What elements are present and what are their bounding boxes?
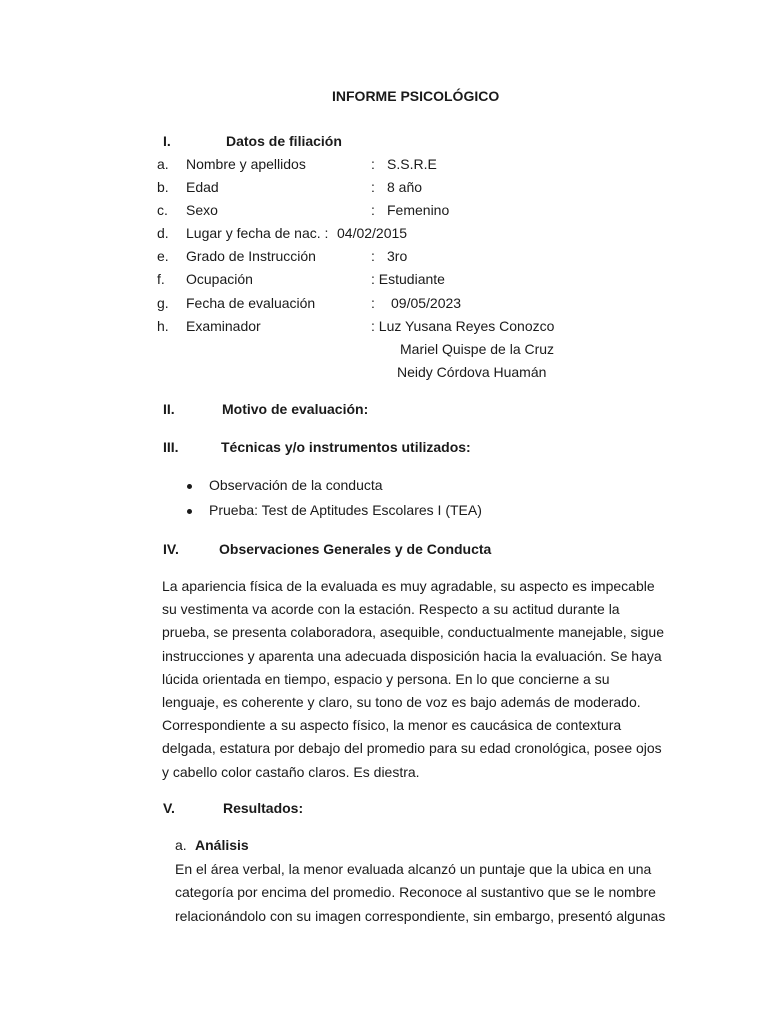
paragraph-line: relacionándolo con su imagen correspondiente, sin embargo, presentó algunas xyxy=(175,907,666,924)
section-3-number: III. xyxy=(163,439,179,455)
paragraph-line: La apariencia física de la evaluada es muy agradable, su aspecto es impecable xyxy=(162,578,655,594)
row-letter: g. xyxy=(157,295,169,311)
paragraph-line: instrucciones y aparenta una adecuada disposición hacia la evaluación. Se haya xyxy=(162,647,662,664)
row-colon: : xyxy=(371,295,375,311)
paragraph-line: categoría por encima del promedio. Reconoce al sustantivo que se le nombre xyxy=(175,884,656,901)
examinador-3: Neidy Córdova Huamán xyxy=(397,364,547,380)
row-letter: c. xyxy=(157,202,168,218)
subsection-letter: a. xyxy=(175,837,187,853)
bullet-icon xyxy=(187,484,192,489)
section-1-number: I. xyxy=(163,133,171,149)
paragraph-line: prueba, se presenta colaboradora, asequible, conductualmente manejable, sigue xyxy=(162,624,665,641)
row-label: Fecha de evaluación xyxy=(186,295,316,311)
section-2-number: II. xyxy=(163,401,175,417)
examinador-2: Mariel Quispe de la Cruz xyxy=(400,341,555,357)
row-label: Grado de Instrucción xyxy=(186,248,316,264)
row-letter: e. xyxy=(157,248,169,264)
paragraph-line: su vestimenta va acorde con la estación. Respecto a su actitud durante la xyxy=(162,601,620,618)
row-label: Examinador xyxy=(186,318,261,334)
section-2-title: Motivo de evaluación: xyxy=(222,401,369,417)
row-value: : Luz Yusana Reyes Conozco xyxy=(371,318,555,334)
paragraph-line: Correspondiente a su aspecto físico, la menor es caucásica de contextura xyxy=(162,717,622,734)
document-title: INFORME PSICOLÓGICO xyxy=(332,88,500,104)
row-value: S.S.R.E xyxy=(387,156,437,172)
list-item-text: Prueba: Test de Aptitudes Escolares I (TEA) xyxy=(209,502,482,518)
row-value: 04/02/2015 xyxy=(337,225,408,241)
row-value: : Estudiante xyxy=(371,271,445,287)
row-label: Nombre y apellidos xyxy=(186,156,306,172)
paragraph-line: lenguaje, es coherente y claro, su tono de voz es bajo además de moderado. xyxy=(162,694,641,711)
section-3-title: Técnicas y/o instrumentos utilizados: xyxy=(221,439,471,455)
row-value: Femenino xyxy=(387,202,450,218)
list-item-text: Observación de la conducta xyxy=(209,477,383,493)
observaciones-paragraph xyxy=(162,575,682,784)
section-1-title: Datos de filiación xyxy=(226,133,342,149)
row-label: Sexo xyxy=(186,202,218,218)
row-letter: f. xyxy=(157,271,165,287)
subsection-title: Análisis xyxy=(195,837,249,853)
section-5-number: V. xyxy=(163,800,175,816)
section-5-title: Resultados: xyxy=(223,800,304,816)
paragraph-line: En el área verbal, la menor evaluada alcanzó un puntaje que la ubica en una xyxy=(175,861,652,877)
row-value: 09/05/2023 xyxy=(391,295,462,311)
paragraph-line: y cabello color castaño claros. Es diestra. xyxy=(162,763,420,780)
row-colon: : xyxy=(371,248,375,264)
analisis-paragraph xyxy=(175,858,685,928)
row-letter: d. xyxy=(157,225,169,241)
row-label: Lugar y fecha de nac. : xyxy=(186,225,329,241)
section-4-title: Observaciones Generales y de Conducta xyxy=(219,541,492,557)
row-colon: : xyxy=(371,202,375,218)
row-label: Ocupación xyxy=(186,271,253,287)
bullet-icon xyxy=(187,509,192,514)
row-colon: : xyxy=(371,156,375,172)
row-letter: a. xyxy=(157,156,169,172)
section-4-number: IV. xyxy=(163,541,179,557)
row-label: Edad xyxy=(186,179,219,195)
row-colon: : xyxy=(371,179,375,195)
row-value: 8 año xyxy=(387,179,423,195)
paragraph-line: lúcida orientada en tiempo, espacio y persona. En lo que concierne a su xyxy=(162,670,610,687)
row-value: 3ro xyxy=(387,248,408,264)
row-letter: b. xyxy=(157,179,169,195)
row-letter: h. xyxy=(157,318,169,334)
paragraph-line: delgada, estatura por debajo del promedio para su edad cronológica, posee ojos xyxy=(162,740,662,757)
